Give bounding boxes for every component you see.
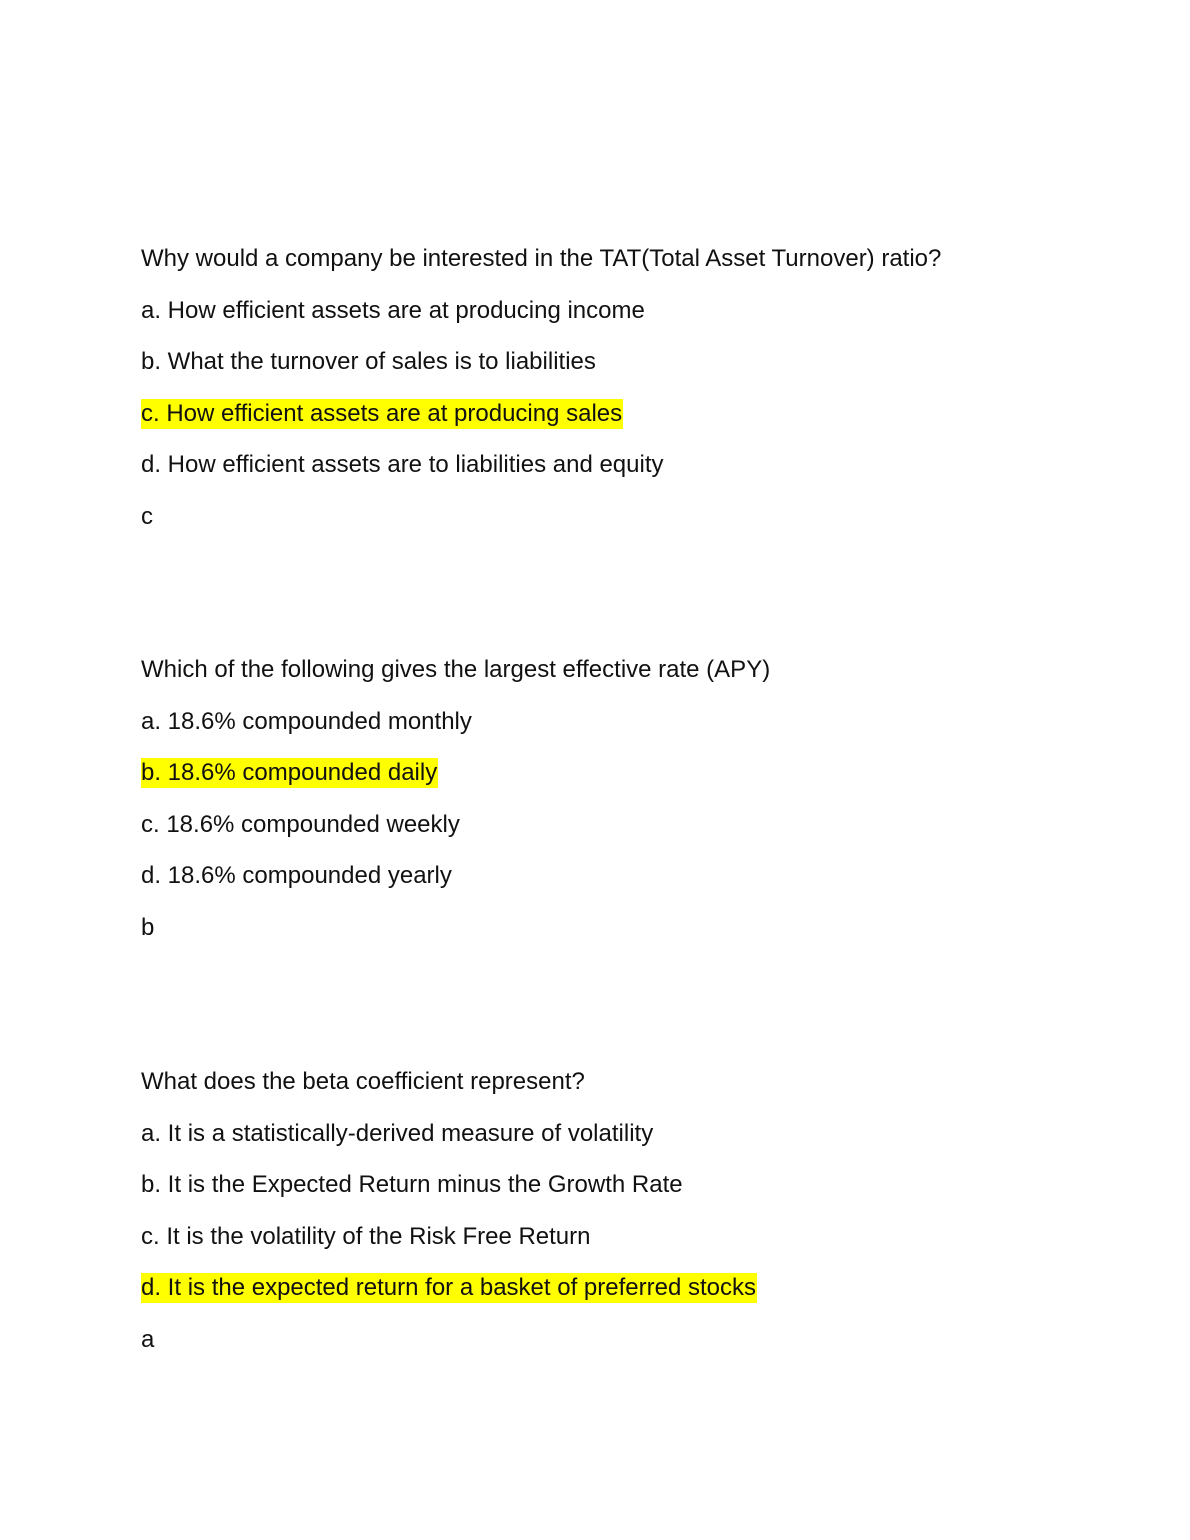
question-block-1 bbox=[141, 244, 1141, 553]
question-prompt: Why would a company be interested in the TAT(Total Asset Turnover) ratio? bbox=[141, 245, 942, 272]
answer-key: c bbox=[141, 502, 153, 530]
option-a: a. It is a statistically-derived measure of volatility bbox=[141, 1119, 654, 1147]
answer-key: b bbox=[141, 913, 155, 941]
option-c-highlighted: c. How efficient assets are at producing sales bbox=[141, 399, 623, 427]
question-prompt: Which of the following gives the largest effective rate (APY) bbox=[141, 656, 771, 683]
option-d-highlighted: d. It is the expected return for a basket of preferred stocks bbox=[141, 1274, 756, 1301]
question-prompt: What does the beta coefficient represent? bbox=[141, 1068, 585, 1095]
question-block-3 bbox=[141, 1067, 1141, 1376]
option-d: d. How efficient assets are to liabilities and equity bbox=[141, 451, 664, 478]
option-b: b. It is the Expected Return minus the Growth Rate bbox=[141, 1171, 683, 1198]
question-block-2 bbox=[141, 655, 1141, 964]
option-d: d. 18.6% compounded yearly bbox=[141, 862, 452, 889]
option-b: b. What the turnover of sales is to liabilities bbox=[141, 348, 596, 375]
answer-key: a bbox=[141, 1325, 155, 1353]
option-a: a. How efficient assets are at producing income bbox=[141, 296, 645, 324]
option-a: a. 18.6% compounded monthly bbox=[141, 707, 472, 735]
option-b-highlighted: b. 18.6% compounded daily bbox=[141, 759, 438, 786]
option-c: c. 18.6% compounded weekly bbox=[141, 810, 460, 838]
option-c: c. It is the volatility of the Risk Free Return bbox=[141, 1222, 591, 1250]
